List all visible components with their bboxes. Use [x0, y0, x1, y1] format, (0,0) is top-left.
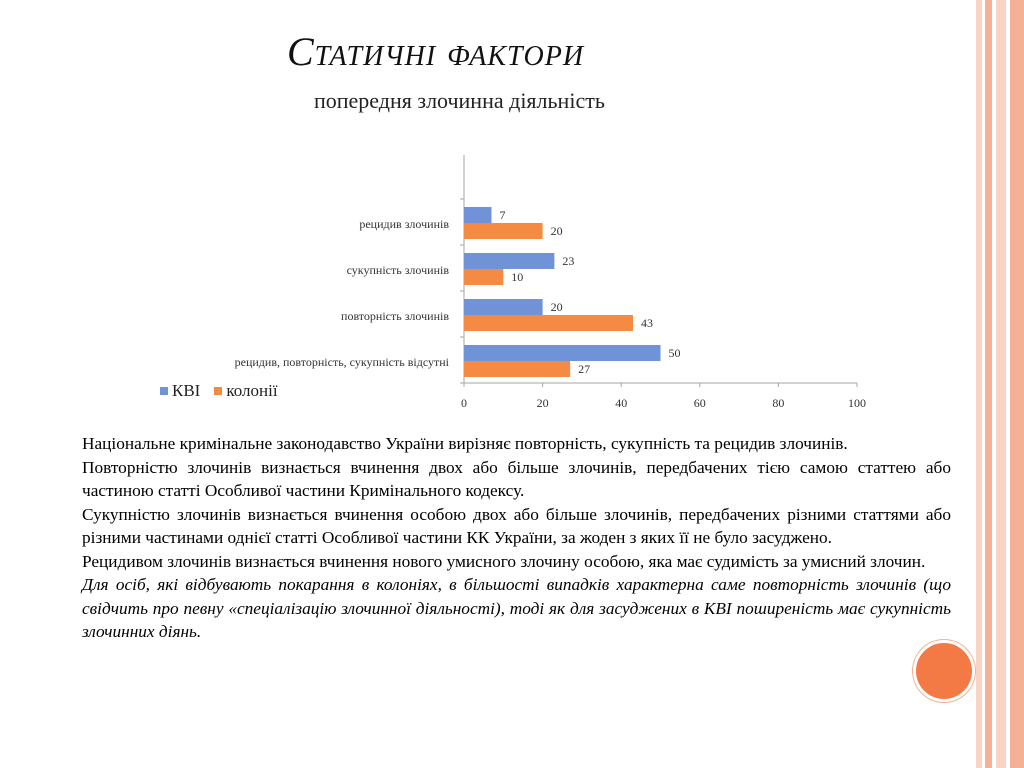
data-label: 23: [562, 254, 575, 268]
x-tick-label: 100: [848, 396, 866, 410]
x-tick-label: 80: [772, 396, 785, 410]
bar-kvi: [464, 299, 543, 315]
paragraph: Національне кримінальне законодавство України вирізняє повторність, сукупність та рецидив злочинів.: [82, 434, 848, 453]
data-label: 10: [511, 270, 524, 284]
paragraph-italic-conclusion: Для осіб, які відбувають покарання в колоніях, в більшості випадків характерна саме повторність злочинів (що свідчить про певну «спеціалізацію злочинної діяльності), тоді як для засуджених в КВІ поширеність має сукупність злочинних діянь.: [82, 575, 951, 641]
paragraph: Сукупністю злочинів визнається вчинення особою двох або більше злочинів, передбачених різними статтями або різними частинами однієї статті Особливої частини КК України, за жоден з яких її не було засуджено.: [82, 504, 951, 547]
x-tick-label: 40: [615, 396, 628, 410]
data-label: 20: [550, 300, 563, 314]
decorative-circle: [913, 640, 975, 702]
x-tick-label: 20: [536, 396, 549, 410]
paragraph: Рецидивом злочинів визнається вчинення нового умисного злочину особою, яка має судимість за умисний злочин.: [82, 551, 926, 571]
paragraph: Повторністю злочинів визнається вчинення двох або більше злочинів, передбачених тією самою статтею або частиною статті Особливої частини Кримінального кодексу.: [82, 457, 951, 500]
bar-kvi: [464, 345, 661, 361]
bar-colonies: [464, 223, 543, 239]
data-label: 7: [499, 208, 506, 222]
slide-title: Статичні фактори: [287, 29, 585, 74]
x-tick-label: 60: [693, 396, 706, 410]
legend-swatch-kvi: [160, 387, 168, 395]
category-label: рецидив злочинів: [359, 217, 449, 231]
category-label: повторність злочинів: [341, 309, 449, 323]
chart-legend: [160, 381, 292, 401]
legend-item-kvi: [160, 381, 200, 401]
category-label: сукупність злочинів: [346, 263, 449, 277]
chart-title: попередня злочинна діяльність: [314, 88, 605, 113]
legend-item-colonies: [214, 381, 277, 401]
legend-label-kvi: КВІ: [172, 381, 201, 400]
bar-kvi: [464, 207, 492, 223]
data-label: 27: [578, 362, 591, 376]
data-label: 43: [640, 316, 653, 330]
bar-kvi: [464, 253, 554, 269]
x-tick-label: 0: [461, 396, 467, 410]
category-label: рецидив, повторність, сукупність відсутні: [234, 355, 449, 369]
data-label: 20: [550, 224, 563, 238]
bar-colonies: [464, 361, 570, 377]
legend-label-colonies: колонії: [226, 381, 278, 400]
bar-colonies: [464, 315, 633, 331]
data-label: 50: [668, 346, 681, 360]
legend-swatch-colonies: [214, 387, 222, 395]
bar-colonies: [464, 269, 503, 285]
body-text: [82, 432, 951, 644]
